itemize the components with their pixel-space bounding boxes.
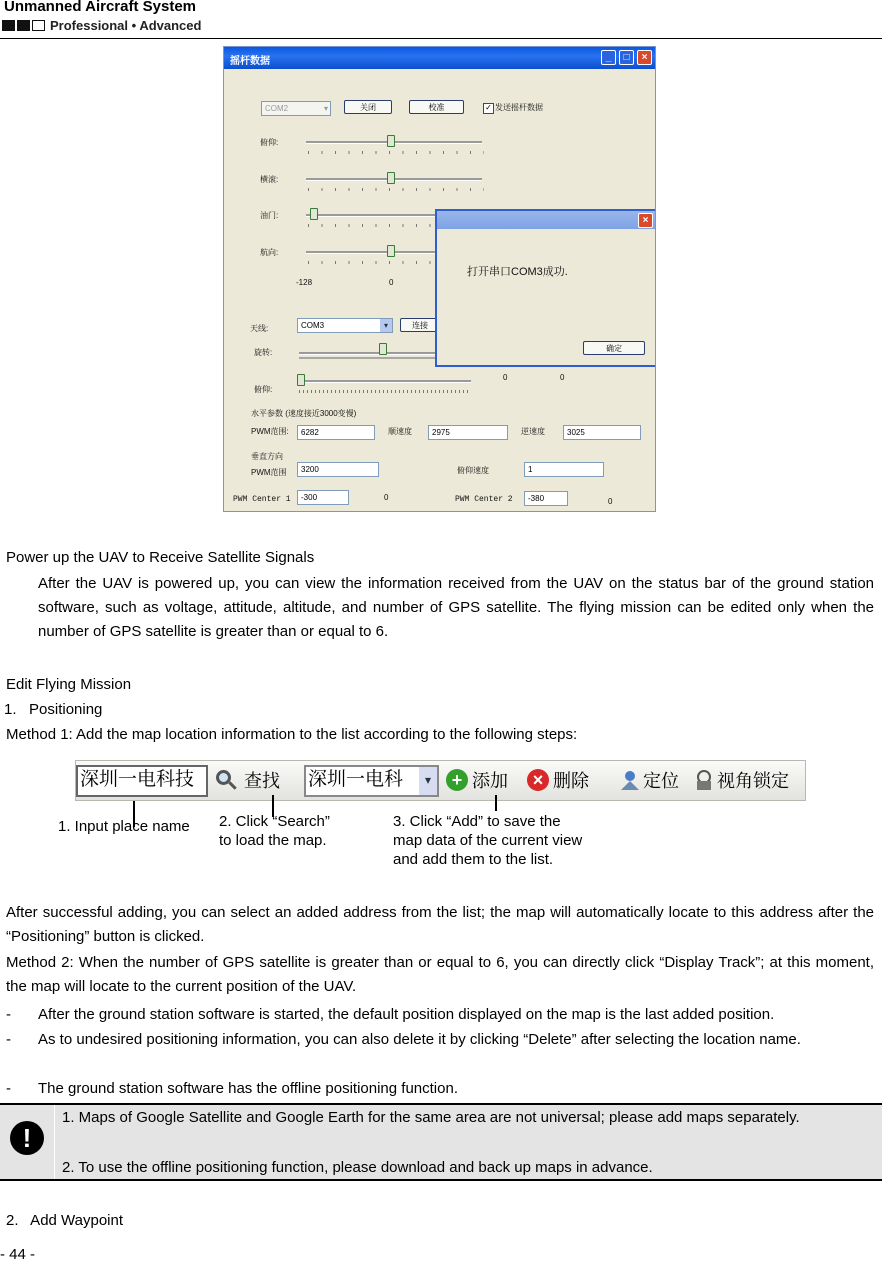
positioning-paragraph: After successful adding, you can select an added address from the list; the map will automatically locate to this address after the “Positioning” button is clicked. — [6, 904, 874, 945]
tilt-slider-track[interactable] — [299, 380, 471, 383]
chevron-down-icon: ▾ — [419, 767, 437, 795]
section-body-power-up: After the UAV is powered up, you can view the information received from the UAV on the status bar of the ground station software, such as voltage, attitude, altitude, and number of GPS satellite. The flying mission can be edited only when the number of GPS satellite is greater than or equal to 6. — [38, 575, 874, 640]
joystick-window-screenshot — [223, 46, 656, 512]
forward-speed-label: 顺速度 — [388, 427, 412, 436]
add-icon: + — [446, 769, 468, 791]
rotate-range-bar — [299, 357, 439, 359]
horizontal-params-heading: 水平参数 (速度接近3000变慢) — [251, 409, 357, 418]
minimize-icon[interactable]: _ — [601, 50, 616, 65]
slider-ticks — [308, 151, 484, 154]
header-rule — [0, 38, 882, 39]
close-button[interactable]: 关闭 — [344, 100, 392, 114]
chevron-down-icon: ▾ — [323, 104, 328, 113]
tilt-speed-input[interactable]: 1 — [524, 462, 604, 477]
antenna-com-select[interactable]: COM3 ▾ — [297, 318, 393, 333]
place-combo[interactable]: 深圳一电科 ▾ — [304, 765, 439, 797]
callout-add-line2: map data of the current view — [393, 832, 583, 849]
connect-button[interactable]: 连接 — [400, 318, 440, 332]
add-button[interactable]: 添加 — [472, 771, 508, 791]
slider-ticks — [299, 390, 471, 393]
delete-button[interactable]: 删除 — [553, 771, 589, 791]
pwm-center2-label: PWM Center 2 — [455, 495, 513, 504]
pitch-label: 俯仰: — [260, 138, 279, 147]
pwm-center1-input[interactable]: -300 — [297, 490, 349, 505]
step-positioning: 1. Positioning — [4, 701, 103, 718]
document-title: Unmanned Aircraft System — [4, 0, 196, 15]
section-heading-power-up: Power up the UAV to Receive Satellite Signals — [6, 549, 315, 566]
forward-speed-input[interactable]: 2975 — [428, 425, 508, 440]
com-select[interactable]: COM2 ▾ — [261, 101, 331, 116]
warning-note — [0, 1103, 882, 1181]
dialog-message: 打开串口COM3成功. — [467, 266, 568, 278]
rotate-value-a: 0 — [503, 373, 508, 382]
lock-view-button[interactable]: 视角锁定 — [717, 771, 789, 791]
scale-zero-label: 0 — [389, 278, 394, 287]
warning-line1: 1. Maps of Google Satellite and Google Earth for the same area are not universal; please add maps separately. — [62, 1109, 800, 1126]
method1-text: Method 1: Add the map location information to the list according to the following steps: — [6, 726, 578, 743]
close-icon[interactable]: × — [638, 213, 653, 228]
center2-zero: 0 — [608, 497, 613, 506]
bullet-dash: - — [6, 1006, 11, 1023]
calibrate-button[interactable]: 校准 — [409, 100, 464, 114]
scale-min-label: -128 — [296, 278, 313, 287]
place-name-input[interactable]: 深圳一电科技 — [76, 765, 208, 797]
window-titlebar — [224, 47, 655, 69]
roll-label: 横滚: — [260, 175, 279, 184]
map-toolbar-screenshot — [75, 760, 806, 801]
level-square-icon — [17, 20, 30, 31]
bullet-offline: The ground station software has the offline positioning function. — [38, 1080, 458, 1097]
tilt-speed-label: 俯仰速度 — [457, 466, 489, 475]
center1-zero: 0 — [384, 493, 389, 502]
callout-search-line2: to load the map. — [219, 832, 327, 849]
search-button[interactable]: 查找 — [244, 771, 280, 791]
page-number: - 44 - — [0, 1246, 36, 1263]
pwm-center1-label: PWM Center 1 — [233, 495, 291, 504]
rotate-slider-thumb[interactable] — [379, 343, 387, 355]
warning-icon: ! — [10, 1121, 44, 1155]
throttle-slider-thumb[interactable] — [310, 208, 318, 220]
callout-input-place: 1. Input place name — [58, 818, 190, 835]
method2-paragraph: Method 2: When the number of GPS satellite is greater than or equal to 6, you can directly click “Display Track”; at this moment, the map will locate to the current position of the UAV. — [6, 954, 874, 995]
send-checkbox-label: 发送摇杆数据 — [495, 103, 543, 112]
slider-ticks — [308, 188, 484, 191]
antenna-label: 天线: — [250, 324, 269, 333]
step-add-waypoint: 2. Add Waypoint — [6, 1212, 124, 1229]
callout-add-line1: 3. Click “Add” to save the — [393, 813, 561, 830]
rotate-value-b: 0 — [560, 373, 565, 382]
warning-divider — [54, 1105, 55, 1179]
callout-pointer — [495, 795, 497, 811]
pitch-slider-thumb[interactable] — [387, 135, 395, 147]
dialog-titlebar — [437, 211, 655, 229]
level-square-icon — [2, 20, 15, 31]
tilt-label: 俯仰: — [254, 385, 273, 394]
send-checkbox[interactable]: ✓ — [483, 103, 494, 114]
lock-view-icon — [693, 769, 715, 791]
chevron-down-icon: ▾ — [380, 319, 392, 332]
search-icon-handle — [228, 781, 236, 789]
locate-icon — [619, 769, 641, 791]
window-title: 摇杆数据 — [230, 56, 270, 67]
tilt-slider-thumb[interactable] — [297, 374, 305, 386]
delete-icon: × — [527, 769, 549, 791]
level-square-empty-icon — [32, 20, 45, 31]
maximize-icon[interactable]: □ — [619, 50, 634, 65]
warning-line2: 2. To use the offline positioning function, please download and back up maps in advance. — [62, 1159, 653, 1176]
yaw-slider-thumb[interactable] — [387, 245, 395, 257]
pwm-range-label: PWM范围: — [251, 427, 289, 436]
reverse-speed-label: 逆速度 — [521, 427, 545, 436]
section-heading-edit-mission: Edit Flying Mission — [6, 676, 132, 693]
pwm-range2-input[interactable]: 3200 — [297, 462, 379, 477]
subtitle-text: Professional • Advanced — [50, 18, 202, 33]
close-icon[interactable]: × — [637, 50, 652, 65]
dialog-ok-button[interactable]: 确定 — [583, 341, 645, 355]
reverse-speed-input[interactable]: 3025 — [563, 425, 641, 440]
pwm-center2-input[interactable]: -380 — [524, 491, 568, 506]
bullet-dash: - — [6, 1080, 11, 1097]
locate-button[interactable]: 定位 — [643, 771, 679, 791]
callout-add-line3: and add them to the list. — [393, 851, 554, 868]
yaw-label: 航向: — [260, 248, 279, 257]
bullet-default-position: After the ground station software is started, the default position displayed on the map is the last added position. — [38, 1006, 775, 1023]
rotate-label: 旋转: — [254, 348, 273, 357]
pwm-range-input[interactable]: 6282 — [297, 425, 375, 440]
message-dialog — [435, 209, 656, 367]
callout-search-line1: 2. Click “Search” — [219, 813, 330, 830]
bullet-delete-position: As to undesired positioning information, you can also delete it by clicking “Delete” after selecting the location name. — [38, 1031, 801, 1048]
vertical-heading: 垂直方向 — [251, 452, 283, 461]
throttle-label: 油门: — [260, 211, 279, 220]
roll-slider-thumb[interactable] — [387, 172, 395, 184]
pwm-range2-label: PWM范围 — [251, 468, 287, 477]
document-subtitle — [2, 18, 201, 33]
bullet-dash: - — [6, 1031, 11, 1048]
rotate-slider-track[interactable] — [299, 352, 439, 355]
